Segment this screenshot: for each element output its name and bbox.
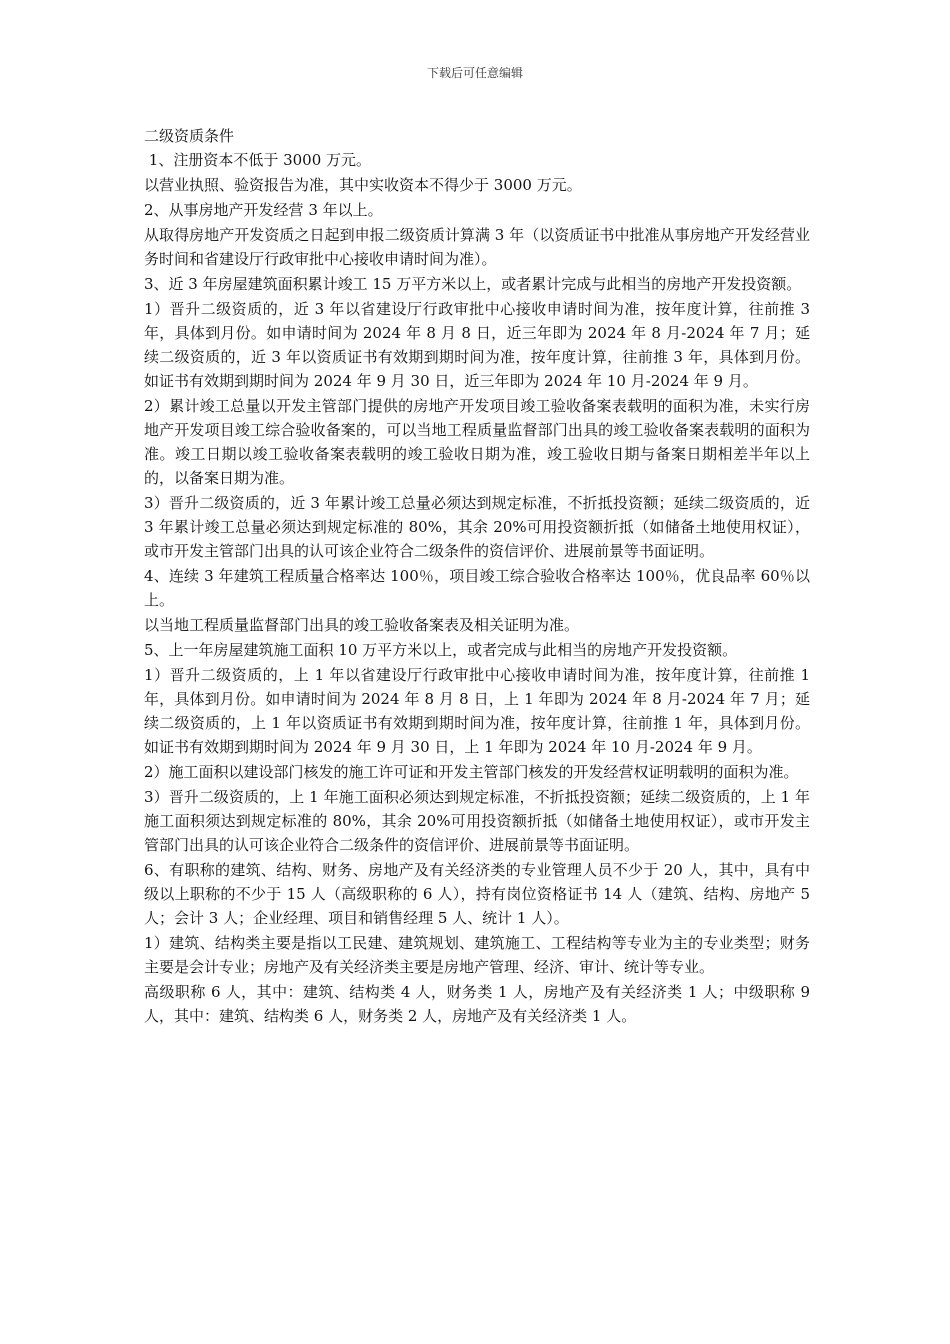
paragraph: 4、连续 3 年建筑工程质量合格率达 100％，项目竣工综合验收合格率达 100％，优良品率 60％以上。 xyxy=(144,567,810,609)
paragraph: 6、有职称的建筑、结构、财务、房地产及有关经济类的专业管理人员不少于 20 人，其中，具有中级以上职称的不少于 15 人（高级职称的 6 人），持有岗位资格证书 14 人（建筑、结构、房地产 5 人；会计 3 人；企业经理、项目和销售经理 5 人、统计 1 人）。 xyxy=(144,861,810,927)
paragraph: 1）建筑、结构类主要是指以工民建、建筑规划、建筑施工、工程结构等专业为主的专业类型；财务主要是会计专业；房地产及有关经济类主要是房地产管理、经济、审计、统计等专业。 xyxy=(144,934,810,976)
paragraph: 1）晋升二级资质的，近 3 年以省建设厅行政审批中心接收申请时间为准，按年度计算，往前推 3 年，具体到月份。如申请时间为 2024 年 8 月 8 日，近三年即为 2024 年 8 月-2024 年 7 月；延续二级资质的，近 3 年以资质证书有效期到期时间为准，按年度计算，往前推 3 年，具体到月份。如证书有效期到期时间为 2024 年 9 月 30 日，近三年即为 2024 年 10 月-2024 年 9 月。 xyxy=(144,300,810,390)
paragraph: 3）晋升二级资质的，上 1 年施工面积必须达到规定标准，不折抵投资额；延续二级资质的，上 1 年施工面积须达到规定标准的 80%，其余 20%可用投资额折抵（如储备土地使用权证），或市开发主管部门出具的认可该企业符合二级条件的资信评价、进展前景等书面证明。 xyxy=(144,788,810,854)
paragraph: 2、从事房地产开发经营 3 年以上。 xyxy=(144,201,383,219)
page-header: 下载后可任意编辑 xyxy=(426,66,523,80)
document-body xyxy=(144,124,810,1029)
paragraph: 以营业执照、验资报告为准，其中实收资本不得少于 3000 万元。 xyxy=(144,176,582,194)
paragraph: 5、上一年房屋建筑施工面积 10 万平方米以上，或者完成与此相当的房地产开发投资额。 xyxy=(144,641,738,659)
paragraph: 1）晋升二级资质的，上 1 年以省建设厅行政审批中心接收申请时间为准，按年度计算，往前推 1 年，具体到月份。如申请时间为 2024 年 8 月 8 日，上 1 年即为 2024 年 8 月-2024 年 7 月；延续二级资质的，上 1 年以资质证书有效期到期时间为准，按年度计算，往前推 1 年，具体到月份。如证书有效期到期时间为 2024 年 9 月 30 日，上 1 年即为 2024 年 10 月-2024 年 9 月。 xyxy=(144,666,810,756)
paragraph: 高级职称 6 人，其中：建筑、结构类 4 人，财务类 1 人，房地产及有关经济类 1 人；中级职称 9 人，其中：建筑、结构类 6 人，财务类 2 人，房地产及有关经济类 1 人。 xyxy=(144,983,810,1025)
paragraph: 1、注册资本不低于 3000 万元。 xyxy=(144,151,372,169)
paragraph: 3、近 3 年房屋建筑面积累计竣工 15 万平方米以上，或者累计完成与此相当的房地产开发投资额。 xyxy=(144,275,802,293)
paragraph: 3）晋升二级资质的，近 3 年累计竣工总量必须达到规定标准，不折抵投资额；延续二级资质的，近 3 年累计竣工总量必须达到规定标准的 80%，其余 20%可用投资额折抵（如储备土地使用权证），或市开发主管部门出具的认可该企业符合二级条件的资信评价、进展前景等书面证明。 xyxy=(144,494,810,560)
paragraph: 2）施工面积以建设部门核发的施工许可证和开发主管部门核发的开发经营权证明载明的面积为准。 xyxy=(144,763,799,781)
paragraph: 从取得房地产开发资质之日起到申报二级资质计算满 3 年（以资质证书中批准从事房地产开发经营业务时间和省建设厅行政审批中心接收申请时间为准）。 xyxy=(144,226,810,268)
paragraph: 以当地工程质量监督部门出具的竣工验收备案表及相关证明为准。 xyxy=(144,616,580,634)
paragraph: 2）累计竣工总量以开发主管部门提供的房地产开发项目竣工验收备案表载明的面积为准，未实行房地产开发项目竣工综合验收备案的，可以当地工程质量监督部门出具的竣工验收备案表载明的面积为准。竣工日期以竣工验收备案表载明的竣工验收日期为准，竣工验收日期与备案日期相差半年以上的，以备案日期为准。 xyxy=(144,397,810,487)
document-title: 二级资质条件 xyxy=(144,127,235,145)
